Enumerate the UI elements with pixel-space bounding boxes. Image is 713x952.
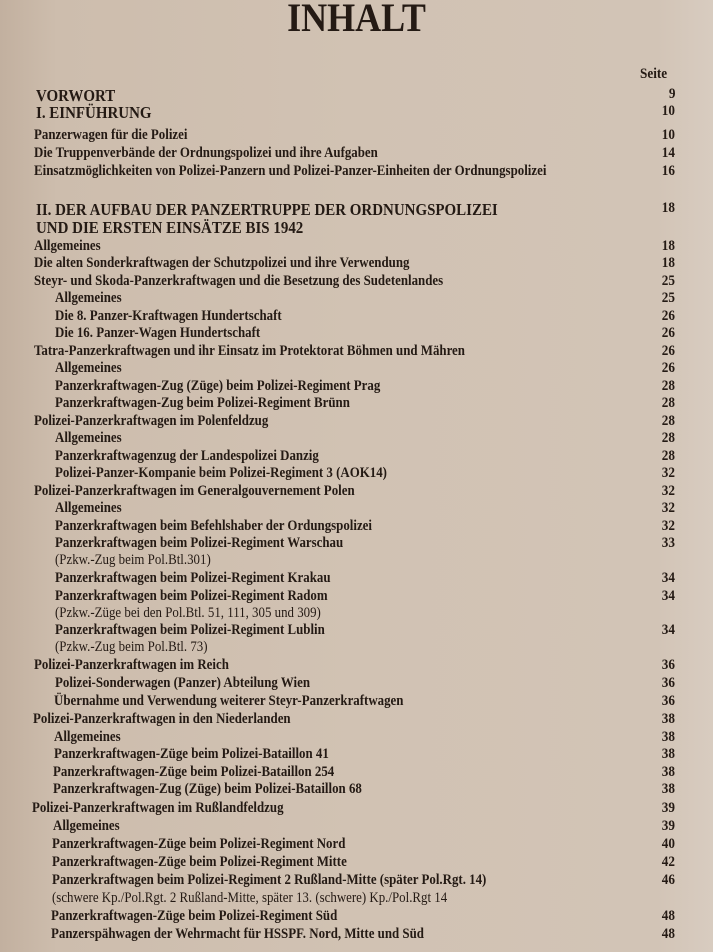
toc-entry xyxy=(0,890,713,908)
toc-entry-title: Panzerkraftwagen-Zug (Züge) beim Polizei-Regiment Prag xyxy=(55,378,381,394)
toc-entry xyxy=(0,273,713,291)
toc-entry-page: 38 xyxy=(661,729,675,745)
toc-entry-page: 32 xyxy=(661,483,675,499)
toc-entry-page: 39 xyxy=(661,818,675,834)
toc-entry-page: 34 xyxy=(661,570,675,586)
toc-entry-title: Polizei-Panzerkraftwagen in den Niederlanden xyxy=(33,711,291,727)
toc-entry xyxy=(0,360,713,378)
toc-entry-title: UND DIE ERSTEN EINSÄTZE BIS 1942 xyxy=(36,218,304,237)
toc-entry-page: 39 xyxy=(661,800,675,816)
toc-entry xyxy=(0,836,713,854)
toc-entry-title: Panzerkraftwagen-Zug beim Polizei-Regiment Brünn xyxy=(55,395,350,411)
toc-entry-page: 34 xyxy=(661,622,675,638)
toc-entry-title: Polizei-Panzerkraftwagen im Reich xyxy=(33,657,229,673)
toc-entry xyxy=(0,483,713,501)
toc-entry-title: Panzerkraftwagen beim Polizei-Regiment Warschau xyxy=(55,535,344,551)
toc-entry-title: Panzerkraftwagen-Züge beim Polizei-Bataillon 254 xyxy=(53,764,335,780)
toc-entry xyxy=(0,200,713,218)
toc-entry-title: Panzerkraftwagen beim Polizei-Regiment Lublin xyxy=(55,622,325,638)
toc-entry xyxy=(0,448,713,466)
toc-entry-page: 32 xyxy=(661,465,675,481)
toc-entry-title: Allgemeines xyxy=(55,290,122,306)
toc-entry xyxy=(0,238,713,256)
toc-entry xyxy=(0,290,713,308)
toc-entry-page: 28 xyxy=(661,430,675,446)
toc-entry-page: 25 xyxy=(661,290,675,306)
toc-entry-page: 26 xyxy=(661,343,675,359)
toc-entry-title: Panzerwagen für die Polizei xyxy=(34,127,188,143)
page-column-header: Seite xyxy=(640,66,668,82)
toc-entry-page: 32 xyxy=(661,518,675,534)
toc-entry-page: 38 xyxy=(661,711,675,727)
toc-entry-title: (Pzkw.-Zug beim Pol.Btl.301) xyxy=(55,552,211,568)
toc-entry-page: 36 xyxy=(661,657,675,673)
toc-entry-title: Die alten Sonderkraftwagen der Schutzpolizei und ihre Verwendung xyxy=(34,255,410,271)
toc-entry xyxy=(0,535,713,553)
toc-entry-title: Allgemeines xyxy=(55,430,122,446)
toc-entry xyxy=(0,693,713,711)
toc-entry-page: 28 xyxy=(661,395,675,411)
toc-entry-page: 10 xyxy=(661,127,675,143)
toc-entry xyxy=(0,908,713,926)
toc-entry-title: VORWORT xyxy=(36,86,116,105)
toc-entry-title: Panzerkraftwagenzug der Landespolizei Danzig xyxy=(55,448,319,464)
toc-entry xyxy=(0,854,713,872)
toc-entry-page: 28 xyxy=(661,413,675,429)
toc-entry-title: Panzerkraftwagen-Züge beim Polizei-Bataillon 41 xyxy=(53,746,329,762)
toc-entry-page: 16 xyxy=(661,163,675,179)
toc-entry xyxy=(0,764,713,782)
toc-entry xyxy=(0,729,713,747)
toc-entry xyxy=(0,552,713,570)
toc-entry-title: Panzerkraftwagen-Zug (Züge) beim Polizei-Bataillon 68 xyxy=(53,781,362,797)
toc-entry-page: 36 xyxy=(661,675,675,691)
toc-entry xyxy=(0,657,713,675)
toc-entry-title: Übernahme und Verwendung weiterer Steyr-Panzerkraftwagen xyxy=(54,693,404,709)
toc-entry-title: Panzerkraftwagen beim Polizei-Regiment Radom xyxy=(55,588,328,604)
toc-entry-page: 18 xyxy=(661,255,675,271)
toc-entry xyxy=(0,518,713,536)
toc-entry-page: 18 xyxy=(661,238,675,254)
toc-entry-title: Tatra-Panzerkraftwagen und ihr Einsatz im Protektorat Böhmen und Mähren xyxy=(34,343,465,359)
toc-entry-title: Allgemeines xyxy=(34,238,101,254)
toc-entry xyxy=(0,675,713,693)
toc-entry-title: I. EINFÜHRUNG xyxy=(36,103,152,122)
toc-entry xyxy=(0,800,713,818)
toc-entry-title: Einsatzmöglichkeiten von Polizei-Panzern und Polizei-Panzer-Einheiten der Ordnungspolizei xyxy=(34,163,547,179)
toc-entry-page: 38 xyxy=(661,764,675,780)
toc-entry-page: 48 xyxy=(661,926,675,942)
toc-entry-title: Die Truppenverbände der Ordnungspolizei und ihre Aufgaben xyxy=(34,145,378,161)
toc-entry xyxy=(0,430,713,448)
toc-entry-title: Polizei-Panzerkraftwagen im Polenfeldzug xyxy=(34,413,269,429)
toc-entry-title: Die 16. Panzer-Wagen Hundertschaft xyxy=(55,325,261,341)
toc-entry-page: 46 xyxy=(661,872,675,888)
toc-entry-title: Allgemeines xyxy=(52,818,120,834)
toc-entry-page: 32 xyxy=(661,500,675,516)
toc-entry-title: Steyr- und Skoda-Panzerkraftwagen und die Besetzung des Sudetenlandes xyxy=(34,273,444,289)
toc-entry-page: 48 xyxy=(661,908,675,924)
toc-entry xyxy=(0,622,713,640)
toc-entry xyxy=(0,588,713,606)
toc-entry-title: Panzerkraftwagen beim Polizei-Regiment Krakau xyxy=(55,570,331,586)
toc-entry-title: Polizei-Panzer-Kompanie beim Polizei-Regiment 3 (AOK14) xyxy=(55,465,387,481)
toc-entry xyxy=(0,781,713,799)
toc-entry-title: Allgemeines xyxy=(53,729,121,745)
toc-entry xyxy=(0,163,713,181)
toc-entry-page: 10 xyxy=(661,103,675,119)
toc-entry-title: Die 8. Panzer-Kraftwagen Hundertschaft xyxy=(55,308,282,324)
toc-entry xyxy=(0,465,713,483)
toc-entry-title: Panzerkraftwagen beim Befehlshaber der Ordungspolizei xyxy=(55,518,372,534)
toc-entry-page: 42 xyxy=(661,854,675,870)
toc-entry-title: Panzerkraftwagen-Züge beim Polizei-Regiment Mitte xyxy=(52,854,347,870)
toc-entry xyxy=(0,395,713,413)
toc-entry-title: Panzerspähwagen der Wehrmacht für HSSPF. Nord, Mitte und Süd xyxy=(51,926,424,942)
toc-entry xyxy=(0,605,713,623)
toc-entry-title: Allgemeines xyxy=(55,500,122,516)
toc-entry-title: (Pzkw.-Zug beim Pol.Btl. 73) xyxy=(55,639,208,655)
toc-entry xyxy=(0,378,713,396)
toc-entry-page: 38 xyxy=(661,746,675,762)
toc-entry-page: 28 xyxy=(661,378,675,394)
toc-entry xyxy=(0,127,713,145)
toc-entry xyxy=(0,818,713,836)
toc-entry-page: 26 xyxy=(661,360,675,376)
toc-entry xyxy=(0,255,713,273)
toc-entry xyxy=(0,86,713,104)
toc-entry-title: Polizei-Panzerkraftwagen im Rußlandfeldzug xyxy=(31,800,284,816)
toc-entry-title: Polizei-Sonderwagen (Panzer) Abteilung Wien xyxy=(54,675,310,691)
toc-entry-page: 38 xyxy=(661,781,675,797)
toc-entry xyxy=(0,325,713,343)
toc-entry xyxy=(0,570,713,588)
page-title: INHALT xyxy=(287,0,426,40)
toc-entry-title: Polizei-Panzerkraftwagen im Generalgouvernement Polen xyxy=(34,483,355,499)
toc-entry xyxy=(0,926,713,944)
toc-entry-title: (Pzkw.-Züge bei den Pol.Btl. 51, 111, 305 und 309) xyxy=(55,605,321,621)
toc-entry-page: 9 xyxy=(668,86,675,102)
toc-entry xyxy=(0,872,713,890)
toc-entry-page: 40 xyxy=(661,836,675,852)
toc-entry xyxy=(0,218,713,236)
toc-entry-page: 18 xyxy=(661,200,675,216)
toc-entry xyxy=(0,308,713,326)
toc-entry-title: Panzerkraftwagen beim Polizei-Regiment 2 Rußland-Mitte (später Pol.Rgt. 14) xyxy=(51,872,487,888)
toc-entry xyxy=(0,639,713,657)
toc-entry-page: 36 xyxy=(661,693,675,709)
toc-entry xyxy=(0,500,713,518)
toc-entry-page: 26 xyxy=(661,308,675,324)
toc-entry xyxy=(0,746,713,764)
toc-entry xyxy=(0,145,713,163)
toc-entry xyxy=(0,413,713,431)
toc-entry-title: II. DER AUFBAU DER PANZERTRUPPE DER ORDNUNGSPOLIZEI xyxy=(36,200,498,219)
toc-entry-page: 33 xyxy=(661,535,675,551)
toc-entry-page: 25 xyxy=(661,273,675,289)
toc-entry-title: Panzerkraftwagen-Züge beim Polizei-Regiment Nord xyxy=(52,836,346,852)
toc-entry-page: 34 xyxy=(661,588,675,604)
toc-entry xyxy=(0,343,713,361)
toc-entry xyxy=(0,711,713,729)
toc-entry-title: Allgemeines xyxy=(55,360,122,376)
toc-entry-page: 26 xyxy=(661,325,675,341)
toc-entry-title: (schwere Kp./Pol.Rgt. 2 Rußland-Mitte, später 13. (schwere) Kp./Pol.Rgt 14 xyxy=(51,890,447,906)
toc-entry-title: Panzerkraftwagen-Züge beim Polizei-Regiment Süd xyxy=(51,908,338,924)
toc-entry xyxy=(0,103,713,121)
toc-entry-page: 28 xyxy=(661,448,675,464)
toc-entry-page: 14 xyxy=(661,145,675,161)
